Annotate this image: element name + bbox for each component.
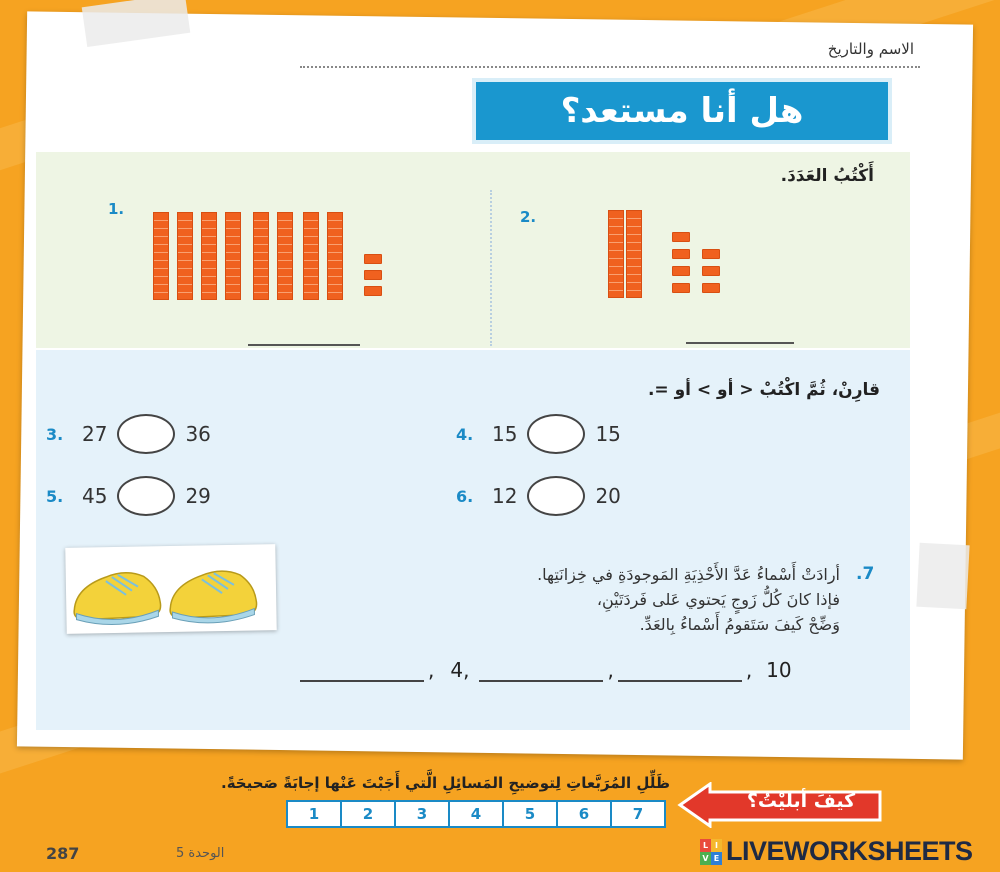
tens-rod — [608, 210, 624, 298]
compare-answer-circle[interactable] — [117, 476, 175, 516]
unit-cube — [702, 283, 720, 293]
self-check-box[interactable]: 3 — [396, 802, 450, 826]
question-7-number: .7 — [856, 564, 875, 584]
compare-item-3 — [46, 414, 211, 454]
question-1-number: 1. — [108, 200, 125, 218]
question-7-line: أرادَتْ أَسْماءُ عَدَّ الأَحْذِيَةِ المَوجودَةِ في خِزانَتِها. — [537, 565, 840, 584]
sequence-comma: , — [607, 658, 614, 682]
unit-cube — [672, 266, 690, 276]
unit-cube — [364, 270, 382, 280]
compare-answer-circle[interactable] — [117, 414, 175, 454]
unit-cube — [702, 249, 720, 259]
how-did-i-do-label: كيفَ أبليْتُ؟ — [746, 790, 856, 812]
sequence-comma: , — [428, 658, 435, 682]
tens-rod — [153, 212, 169, 300]
unit-cube — [702, 266, 720, 276]
compare-right-value: 36 — [185, 422, 211, 446]
question-2-number: 2. — [520, 208, 537, 226]
liveworksheets-wordmark: LIVEWORKSHEETS — [726, 836, 973, 866]
tens-rod — [225, 212, 241, 300]
unit-label: الوحدة 5 — [176, 846, 225, 861]
unit-cube — [672, 283, 690, 293]
self-check-box[interactable]: 6 — [558, 802, 612, 826]
tens-rod — [327, 212, 343, 300]
self-check-instruction: ظَلِّلِ المُرَبَّعاتِ لِتوضيحِ المَسائِلِ الَّتي أَجَبْتَ عَنْها إجابَةً صَحيحَةً. — [221, 774, 670, 792]
liveworksheets-logo-icon — [700, 839, 722, 865]
compare-answer-circle[interactable] — [527, 476, 585, 516]
compare-item-6 — [456, 476, 621, 516]
sequence-comma: , — [745, 658, 753, 682]
name-date-line[interactable] — [300, 40, 920, 68]
unit-cube — [672, 249, 690, 259]
compare-item-5 — [46, 476, 211, 516]
compare-right-value: 29 — [185, 484, 211, 508]
compare-left-value: 15 — [492, 422, 518, 446]
title-banner — [472, 78, 892, 144]
logo-letter: L — [700, 839, 711, 852]
tens-rod — [253, 212, 269, 300]
compare-right-value: 20 — [595, 484, 621, 508]
tape-right — [916, 543, 969, 610]
tens-rod — [201, 212, 217, 300]
tens-rod — [303, 212, 319, 300]
compare-item-number: 4. — [456, 424, 474, 444]
logo-letter: V — [700, 852, 711, 865]
compare-left-value: 27 — [82, 422, 108, 446]
write-number-instruction: أَكْتُبُ العَدَدَ. — [780, 166, 874, 186]
panel-divider — [490, 190, 494, 346]
tens-rod — [626, 210, 642, 298]
unit-cube — [364, 286, 382, 296]
compare-instruction: قارِنْ، ثُمَّ اكْتُبْ < أو > أو =. — [647, 380, 880, 400]
sequence-blank[interactable] — [479, 666, 603, 682]
unit-cube — [364, 254, 382, 264]
shoes-icon — [65, 544, 276, 634]
compare-item-4 — [456, 414, 621, 454]
compare-item-number: 3. — [46, 424, 64, 444]
self-check-box[interactable]: 7 — [632, 805, 644, 823]
self-check-box[interactable]: 4 — [450, 802, 504, 826]
tens-rod — [277, 212, 293, 300]
self-check-box[interactable]: 5 — [504, 802, 558, 826]
question-7-text — [280, 562, 840, 637]
self-check-box[interactable]: 2 — [342, 802, 396, 826]
compare-answer-circle[interactable] — [527, 414, 585, 454]
page-number: 287 — [46, 844, 80, 863]
sequence-blank[interactable] — [618, 666, 742, 682]
sequence-given-value: 4, — [450, 658, 470, 682]
answer-line-q2[interactable] — [686, 342, 794, 344]
liveworksheets-brand[interactable] — [700, 836, 973, 867]
logo-letter: E — [711, 852, 722, 865]
compare-left-value: 45 — [82, 484, 108, 508]
shoes-illustration — [65, 544, 276, 634]
compare-item-number: 6. — [456, 486, 474, 506]
answer-line-q1[interactable] — [248, 344, 360, 346]
compare-left-value: 12 — [492, 484, 518, 508]
compare-right-value: 15 — [595, 422, 621, 446]
name-date-label: الاسم والتاريخ — [827, 40, 914, 58]
compare-item-number: 5. — [46, 486, 64, 506]
question-7-line: وَضِّحْ كَيفَ سَتَقومُ أَسْماءُ بِالعَدِّ. — [639, 615, 840, 634]
sequence-given-value: 10 — [766, 658, 792, 682]
tens-rod — [177, 212, 193, 300]
page-title: هل أنا مستعد؟ — [560, 91, 804, 131]
self-check-box[interactable]: 1 — [288, 802, 342, 826]
unit-cube — [672, 232, 690, 242]
logo-letter: I — [711, 839, 722, 852]
count-sequence — [296, 658, 792, 682]
question-7-line: فإذا كانَ كُلُّ زَوجٍ يَحتوي عَلى فَردَتَيْنِ، — [596, 590, 840, 609]
self-check-boxes — [286, 800, 666, 828]
sequence-blank[interactable] — [300, 666, 424, 682]
